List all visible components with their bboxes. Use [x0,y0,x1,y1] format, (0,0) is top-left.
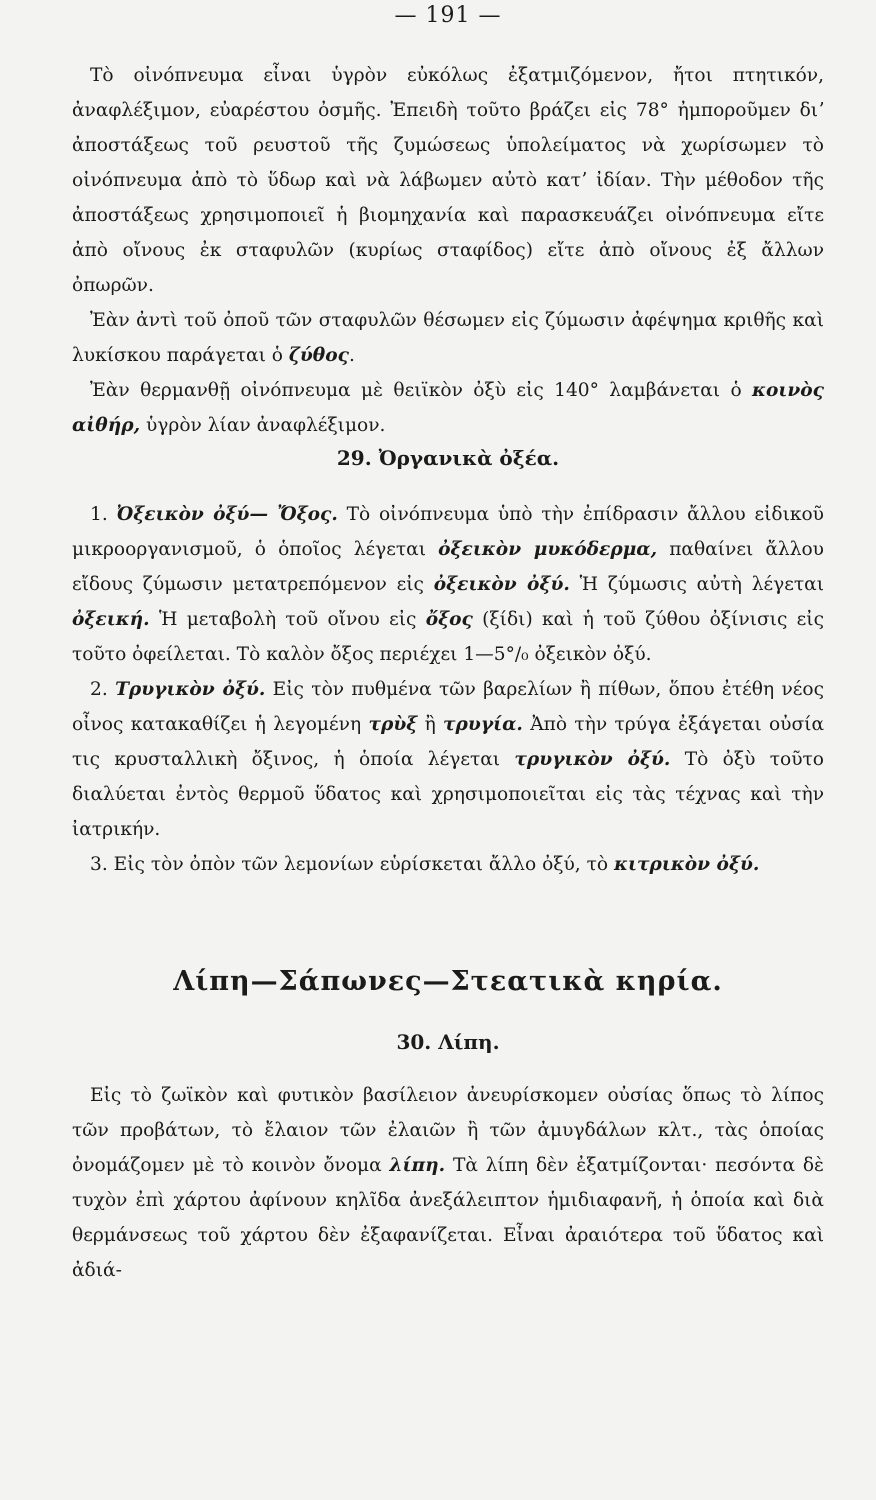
paragraph-beer [72,303,824,373]
section-29-body [72,497,824,882]
term-citric-acid: κιτρικὸν ὀξύ. [614,854,760,875]
paragraph-ether-end: ὑγρὸν λίαν ἀναφλέξιμον. [140,415,386,436]
page-number: — 191 — [394,3,502,28]
term-acetic: ὀξεική. [72,609,150,630]
paragraph-ether [72,373,824,443]
section-29-heading: 29. Ὀργανικὰ ὀξέα. [336,446,560,470]
paragraph-alcohol-text: Τὸ οἰνόπνευμα εἶναι ὑγρὸν εὐκόλως ἐξατμιζόμενον, ἤτοι πτητικόν, ἀναφλέξιμον, εὐαρέστου ὀσμῆς. Ἐπειδὴ τοῦτο βράζει εἰς 78° ἠμποροῦμεν διʼ ἀποστάξεως τοῦ ρευστοῦ τῆς ζυμώσεως ὑπολείματος νὰ χωρίσωμεν τὸ οἰνόπνευμα ἀπὸ τὸ ὕδωρ καὶ νὰ λάβωμεν αὐτὸ κατʼ ἰδίαν. Τὴν μέθοδον τῆς ἀποστάξεως χρησιμοποιεῖ ἡ βιομηχανία καὶ παρασκευάζει οἰνόπνευμα εἴτε ἀπὸ οἴνους ἐκ σταφυλῶν (κυρίως σταφίδος) εἴτε ἀπὸ οἴνους ἐξ ἄλλων ὀπωρῶν. [72,65,824,296]
paragraph-fats-text-1: Εἰς τὸ ζωϊκὸν καὶ φυτικὸν βασίλειον ἀνευρίσκομεν οὐσίας ὅπως τὸ λίπος τῶν προβάτων, τὸ ἔλαιον τῶν ἐλαιῶν ἢ τῶν ἀμυγδάλων κλτ., τὰς ὁποίας ὀνομάζομεν μὲ τὸ κοινὸν ὄνομα [72,1085,824,1176]
term-vinegar: ὄξος [425,609,473,630]
item-1-text-4: Ἡ μεταβολὴ τοῦ οἴνου εἰς [149,609,426,630]
item-1-number: 1. [90,504,117,525]
term-tartaric-acid: τρυγικὸν ὀξύ. [514,749,671,770]
term-ether: κοινὸς αἰθήρ, [72,380,824,436]
item-2-text-3: Ἀπὸ τὴν τρύγα ἐξάγεται οὐσία τις κρυσταλλικὴ ὄξινος, ἡ ὁποία λέγεται [72,714,824,770]
chapter-heading: Λίπη—Σάπωνες—Στεατικὰ κηρία. [173,966,723,997]
paragraph-fats-text-2: Τὰ λίπη δὲν ἐξατμίζονται· πεσόντα δὲ τυχὸν ἐπὶ χάρτου ἀφίνουν κηλῖδα ἀνεξάλειπτον ἡμιδιαφανῆ, ἡ ὁποία καὶ διὰ θερμάνσεως τοῦ χάρτου δὲν ἐξαφανίζεται. Εἶναι ἀραιότερα τοῦ ὕδατος καὶ ἀδιά- [72,1155,824,1281]
term-trygia: τρυγία. [443,714,523,735]
intro-block [72,58,824,443]
term-acetic-acid: ὀξεικὸν ὀξύ. [433,574,570,595]
item-citric-acid [72,847,824,882]
term-acetic-mycoderm: ὀξεικὸν μυκόδερμα, [438,539,658,560]
item-1-text-1: Τὸ οἰνόπνευμα ὑπὸ τὴν ἐπίδρασιν ἄλλου εἰδικοῦ μικροοργανισμοῦ, ὁ ὁποῖος λέγεται [72,504,824,560]
paragraph-ether-text: Ἐὰν θερμανθῇ οἰνόπνευμα μὲ θειϊκὸν ὀξὺ εἰς 140° λαμβάνεται ὁ [90,380,753,401]
item-1-text-3: Ἡ ζύμωσις αὐτὴ λέγεται [569,574,825,595]
term-fats: λίπη. [389,1155,446,1176]
paragraph-fats [72,1078,824,1288]
item-2-text-4: Τὸ ὀξὺ τοῦτο διαλύεται ἐντὸς θερμοῦ ὕδατος καὶ χρησιμοποιεῖται εἰς τὰς τέχνας καὶ τὴν ἰατρικήν. [72,749,824,840]
item-1-text-2: παθαίνει ἄλλου εἴδους ζύμωσιν μετατρεπόμενον εἰς [72,539,824,595]
item-tartaric-acid [72,672,824,847]
item-1-text-5: (ξίδι) καὶ ἡ τοῦ ζύθου ὀξίνισις εἰς τοῦτο ὀφείλεται. Τὸ καλὸν ὄξος περιέχει 1—5°/₀ ὀξεικὸν ὀξύ. [72,609,824,665]
paragraph-beer-end: . [348,345,355,366]
item-1-title: Ὀξεικὸν ὀξύ— Ὄξος. [116,504,338,525]
item-2-number: 2. [90,679,116,700]
item-3-text-1: Εἰς τὸν ὀπὸν τῶν λεμονίων εὑρίσκεται ἄλλο ὀξύ, τὸ [113,854,615,875]
item-3-number: 3. [90,854,114,875]
paragraph-beer-text: Ἐὰν ἀντὶ τοῦ ὀποῦ τῶν σταφυλῶν θέσωμεν εἰς ζύμωσιν ἀφέψημα κριθῆς καὶ λυκίσκου παράγεται ὁ [72,310,824,366]
item-2-title: Τρυγικὸν ὀξύ. [115,679,266,700]
section-30-body [72,1078,824,1288]
item-2-text-1: Εἰς τὸν πυθμένα τῶν βαρελίων ἢ πίθων, ὅπου ἐτέθη νέος οἶνος κατακαθίζει ἡ λεγομένη [72,679,824,735]
section-30-heading: 30. Λίπη. [396,1030,500,1054]
item-2-text-2: ἢ [417,714,444,735]
paragraph-alcohol [72,58,824,303]
term-tryx: τρὺξ [368,714,418,735]
item-acetic-acid [72,497,824,672]
term-beer: ζύθος [288,345,349,366]
